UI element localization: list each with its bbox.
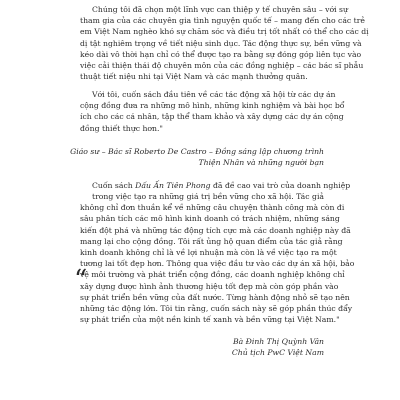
paragraph-1 bbox=[80, 4, 369, 82]
paragraph-line: việc cải thiện thái độ chuyên môn của các đồng nghiệp – các bác sĩ phẫu bbox=[80, 61, 364, 71]
quote-line: mang lại cho cộng đồng. Tôi rất ủng hộ quan điểm của tác giả rằng bbox=[80, 236, 343, 246]
quote-line: sự phát triển của một nền kinh tế xanh và bền vững tại Việt Nam." bbox=[80, 315, 340, 325]
quote-line: sâu phân tích các mô hình kinh doanh có trách nhiệm, những sáng bbox=[80, 214, 340, 224]
book-title: Dấu Ấn Tiên Phong bbox=[135, 181, 211, 190]
quote-rest: đã đề cao vai trò của doanh nghiệp bbox=[210, 181, 351, 190]
quote-line: trong việc tạo ra những giá trị bền vững cho xã hội. Tác giả bbox=[92, 192, 324, 201]
paragraph-line: Chúng tôi đã chọn một lĩnh vực can thiệp y tế chuyên sâu – với sự bbox=[92, 5, 348, 14]
quote-line: tương lai tốt đẹp hơn. Thông qua việc đầu tư vào các dự án xã hội, bảo bbox=[80, 259, 355, 269]
quote-line: xây dựng được hình ảnh thương hiệu tốt đẹp mà còn góp phần vào bbox=[80, 281, 339, 291]
paragraph-line: dị tật nghiêm trọng về tiết niệu sinh dục. Tác động thực sự, bền vững và bbox=[80, 38, 362, 48]
quote-body bbox=[92, 180, 351, 191]
attribution-line: Bà Đinh Thị Quỳnh Vân bbox=[233, 337, 324, 346]
paragraph-line: đồng thiết thực hơn." bbox=[80, 123, 163, 133]
quote-line: vệ môi trường và phát triển cộng đồng, các doanh nghiệp không chỉ bbox=[80, 270, 345, 280]
open-quote-mark: “ bbox=[74, 265, 88, 295]
attribution-1 bbox=[70, 146, 324, 168]
paragraph-line: Với tôi, cuốn sách đầu tiên về các tác động xã hội từ các dự án bbox=[92, 90, 336, 99]
paragraph-2 bbox=[80, 89, 345, 134]
attribution-line: Chủ tịch PwC Việt Nam bbox=[231, 348, 324, 358]
paragraph-line: kéo dài vô thời hạn chỉ có thể được tạo ra bằng sự đóng góp liên tục vào bbox=[80, 49, 362, 59]
paragraph-line: tham gia của các chuyên gia tình nguyện quốc tế – mang đến cho các trẻ bbox=[80, 16, 365, 26]
quote-prefix: Cuốn sách bbox=[92, 181, 136, 190]
attribution-line: Thiện Nhân và những người bạn bbox=[198, 158, 324, 168]
attribution-line: Giáo sư – Bác sĩ Roberto De Castro – Đồng sáng lập chương trình bbox=[70, 147, 324, 156]
quote-line: không chỉ đơn thuần kể về những câu chuyện thành công mà còn đi bbox=[80, 203, 345, 213]
quote-line: kiến đột phá và những tác động tích cực mà các doanh nghiệp này đã bbox=[80, 225, 351, 235]
attribution-2 bbox=[232, 336, 324, 358]
paragraph-line: ích cho các cá nhân, tập thể tham khảo và xây dựng các dự án cộng bbox=[80, 112, 344, 122]
paragraph-line: cộng đồng đưa ra những mô hình, những kinh nghiệm và bài học bổ bbox=[80, 101, 345, 111]
quote-line: những tác động lớn. Tôi tin rằng, cuốn sách này sẽ góp phần thúc đẩy bbox=[80, 304, 353, 314]
quote-line: kinh doanh không chỉ là về lợi nhuận mà còn là về việc tạo ra một bbox=[80, 248, 337, 258]
quote-body-continued bbox=[80, 191, 355, 325]
quote-line: sự phát triển bền vững của đất nước. Từng hành động nhỏ sẽ tạo nên bbox=[80, 292, 350, 302]
paragraph-line: thuật tiết niệu nhi tại Việt Nam và các mạnh thưởng quân. bbox=[80, 72, 308, 82]
quote-line bbox=[92, 180, 351, 191]
paragraph-line: em Việt Nam nghèo khó sự chăm sóc và điều trị tốt nhất có thể cho các dị bbox=[80, 27, 369, 37]
